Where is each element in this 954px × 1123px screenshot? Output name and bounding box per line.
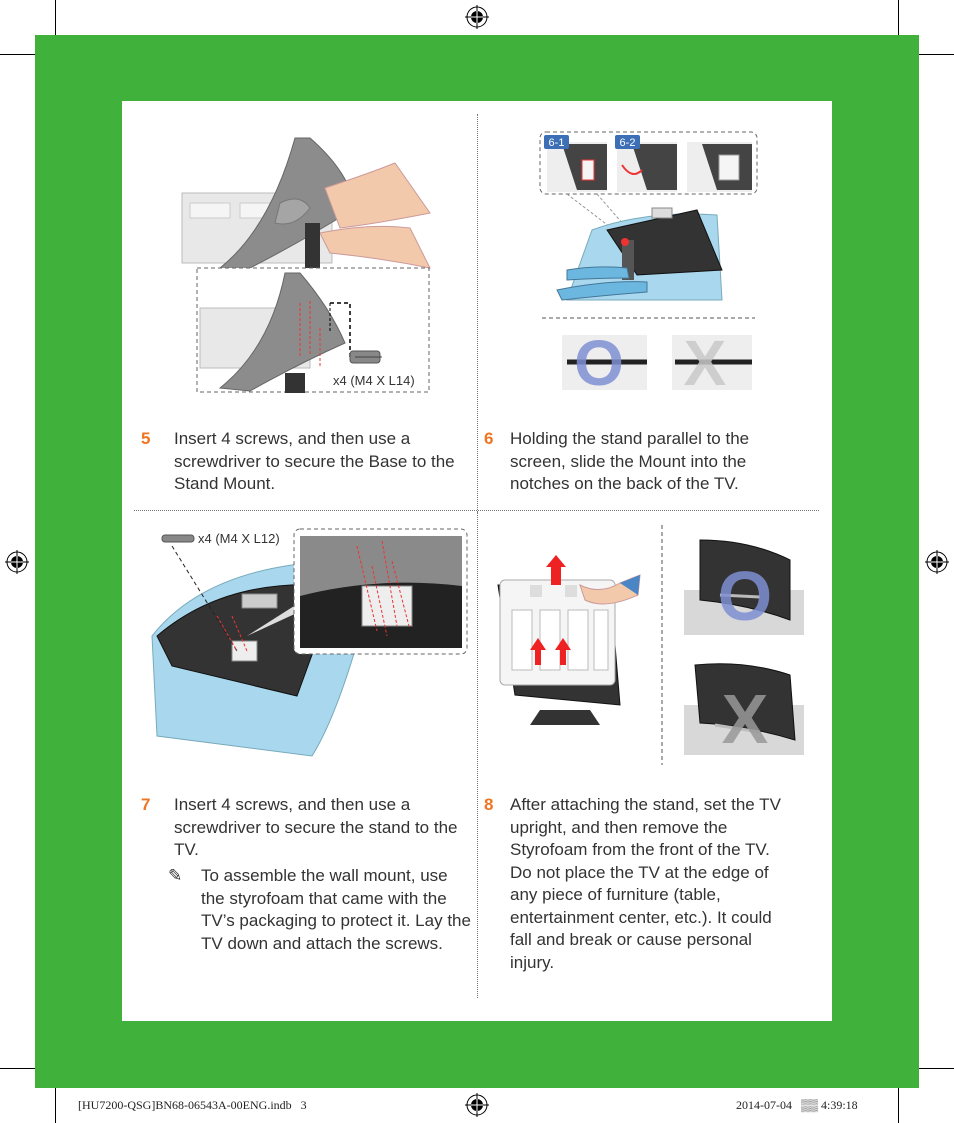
note-text: To assemble the wall mount, use the styrofoam that came with the TV’s packaging to protect it. Lay the TV down and attach the screws. <box>201 866 471 953</box>
registration-mark-icon <box>925 550 949 574</box>
column-divider <box>477 512 478 998</box>
step7-illustration <box>147 526 469 758</box>
footer-file: [HU7200-QSG]BN68-06543A-00ENG.indb 3 <box>78 1098 307 1112</box>
crop-mark <box>0 1068 35 1069</box>
footer-timestamp: 2014-07-04 ▒▒ 4:39:18 <box>736 1098 858 1112</box>
correct-mark: O <box>574 327 624 395</box>
crop-mark <box>898 1088 899 1123</box>
crop-mark <box>919 1068 954 1069</box>
crop-mark <box>0 54 35 55</box>
screw-label: x4 (M4 X L14) <box>333 373 415 388</box>
crop-mark <box>55 1088 56 1123</box>
crop-mark <box>919 54 954 55</box>
step-tag-6-1: 6-1 <box>548 137 565 149</box>
correct-mark: O <box>717 557 773 635</box>
column-divider <box>477 114 478 512</box>
registration-mark-icon <box>465 1093 489 1117</box>
step-number: 5 <box>141 429 151 448</box>
step-text: After attaching the stand, set the TV upright, and then remove the Styrofoam from the front of the TV. Do not place the TV at the edge of any piece of furniture (table, entertainment center, etc.). It could fall and break or cause personal injury. <box>510 795 781 972</box>
registration-mark-icon <box>465 5 489 29</box>
step-number: 8 <box>484 795 494 814</box>
step-number: 6 <box>484 429 494 448</box>
screw-label: x4 (M4 X L12) <box>198 531 280 546</box>
pencil-note-icon: ✎ <box>168 866 183 885</box>
step6-illustration <box>537 130 759 395</box>
step5-illustration <box>180 133 435 395</box>
step-tag-6-2: 6-2 <box>619 137 636 149</box>
registration-mark-icon <box>5 550 29 574</box>
crop-mark <box>898 0 899 35</box>
step8-illustration <box>490 525 806 767</box>
step-text: Insert 4 screws, and then use a screwdriver to secure the Base to the Stand Mount. <box>174 429 455 493</box>
crop-mark <box>55 0 56 35</box>
incorrect-mark: X <box>683 327 727 395</box>
incorrect-mark: X <box>721 680 769 758</box>
step-text: Holding the stand parallel to the screen, slide the Mount into the notches on the back of the TV. <box>510 429 750 493</box>
row-divider <box>134 510 819 511</box>
step-number: 7 <box>141 795 151 814</box>
step-text: Insert 4 screws, and then use a screwdriver to secure the stand to the TV. <box>174 795 458 859</box>
